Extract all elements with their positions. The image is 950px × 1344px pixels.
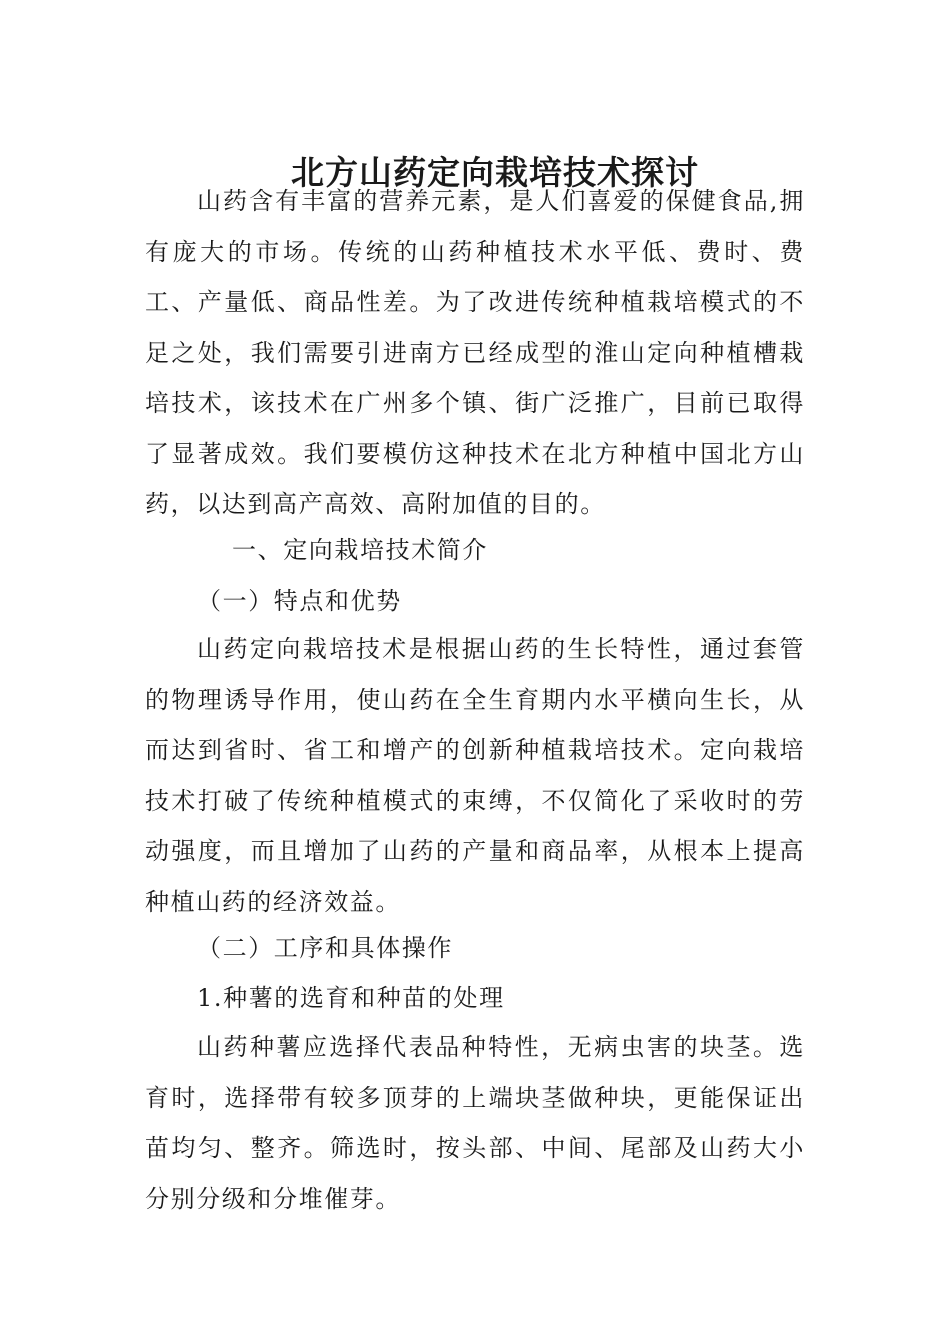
document-title: 北方山药定向栽培技术探讨 — [291, 153, 699, 193]
subsection-heading-features: （一）特点和优势 — [197, 587, 402, 615]
subsection-heading-procedures: （二）工序和具体操作 — [197, 934, 453, 962]
item-heading-seed-selection: 1.种薯的选育和种苗的处理 — [197, 984, 505, 1012]
section-heading: 一、定向栽培技术简介 — [232, 536, 488, 564]
seed-selection-paragraph: 山药种薯应选择代表品种特性，无病虫害的块茎。选育时，选择带有较多顶芽的上端块茎做种块，更能保证出苗均匀、整齐。筛选时，按头部、中间、尾部及山药大小分别分级和分堆催芽。 — [145, 1033, 805, 1213]
features-paragraph: 山药定向栽培技术是根据山药的生长特性，通过套管的物理诱导作用，使山药在全生育期内水平横向生长，从而达到省时、省工和增产的创新种植栽培技术。定向栽培技术打破了传统种植模式的束缚，不仅简化了采收时的劳动强度，而且增加了山药的产量和商品率，从根本上提高种植山药的经济效益。 — [145, 635, 805, 916]
intro-paragraph: 山药含有丰富的营养元素，是人们喜爱的保健食品,拥有庞大的市场。传统的山药种植技术水平低、费时、费工、产量低、商品性差。为了改进传统种植栽培模式的不足之处，我们需要引进南方已经成型的淮山定向种植槽栽培技术，该技术在广州多个镇、街广泛推广，目前已取得了显著成效。我们要模仿这种技术在北方种植中国北方山药，以达到高产高效、高附加值的目的。 — [145, 187, 805, 518]
